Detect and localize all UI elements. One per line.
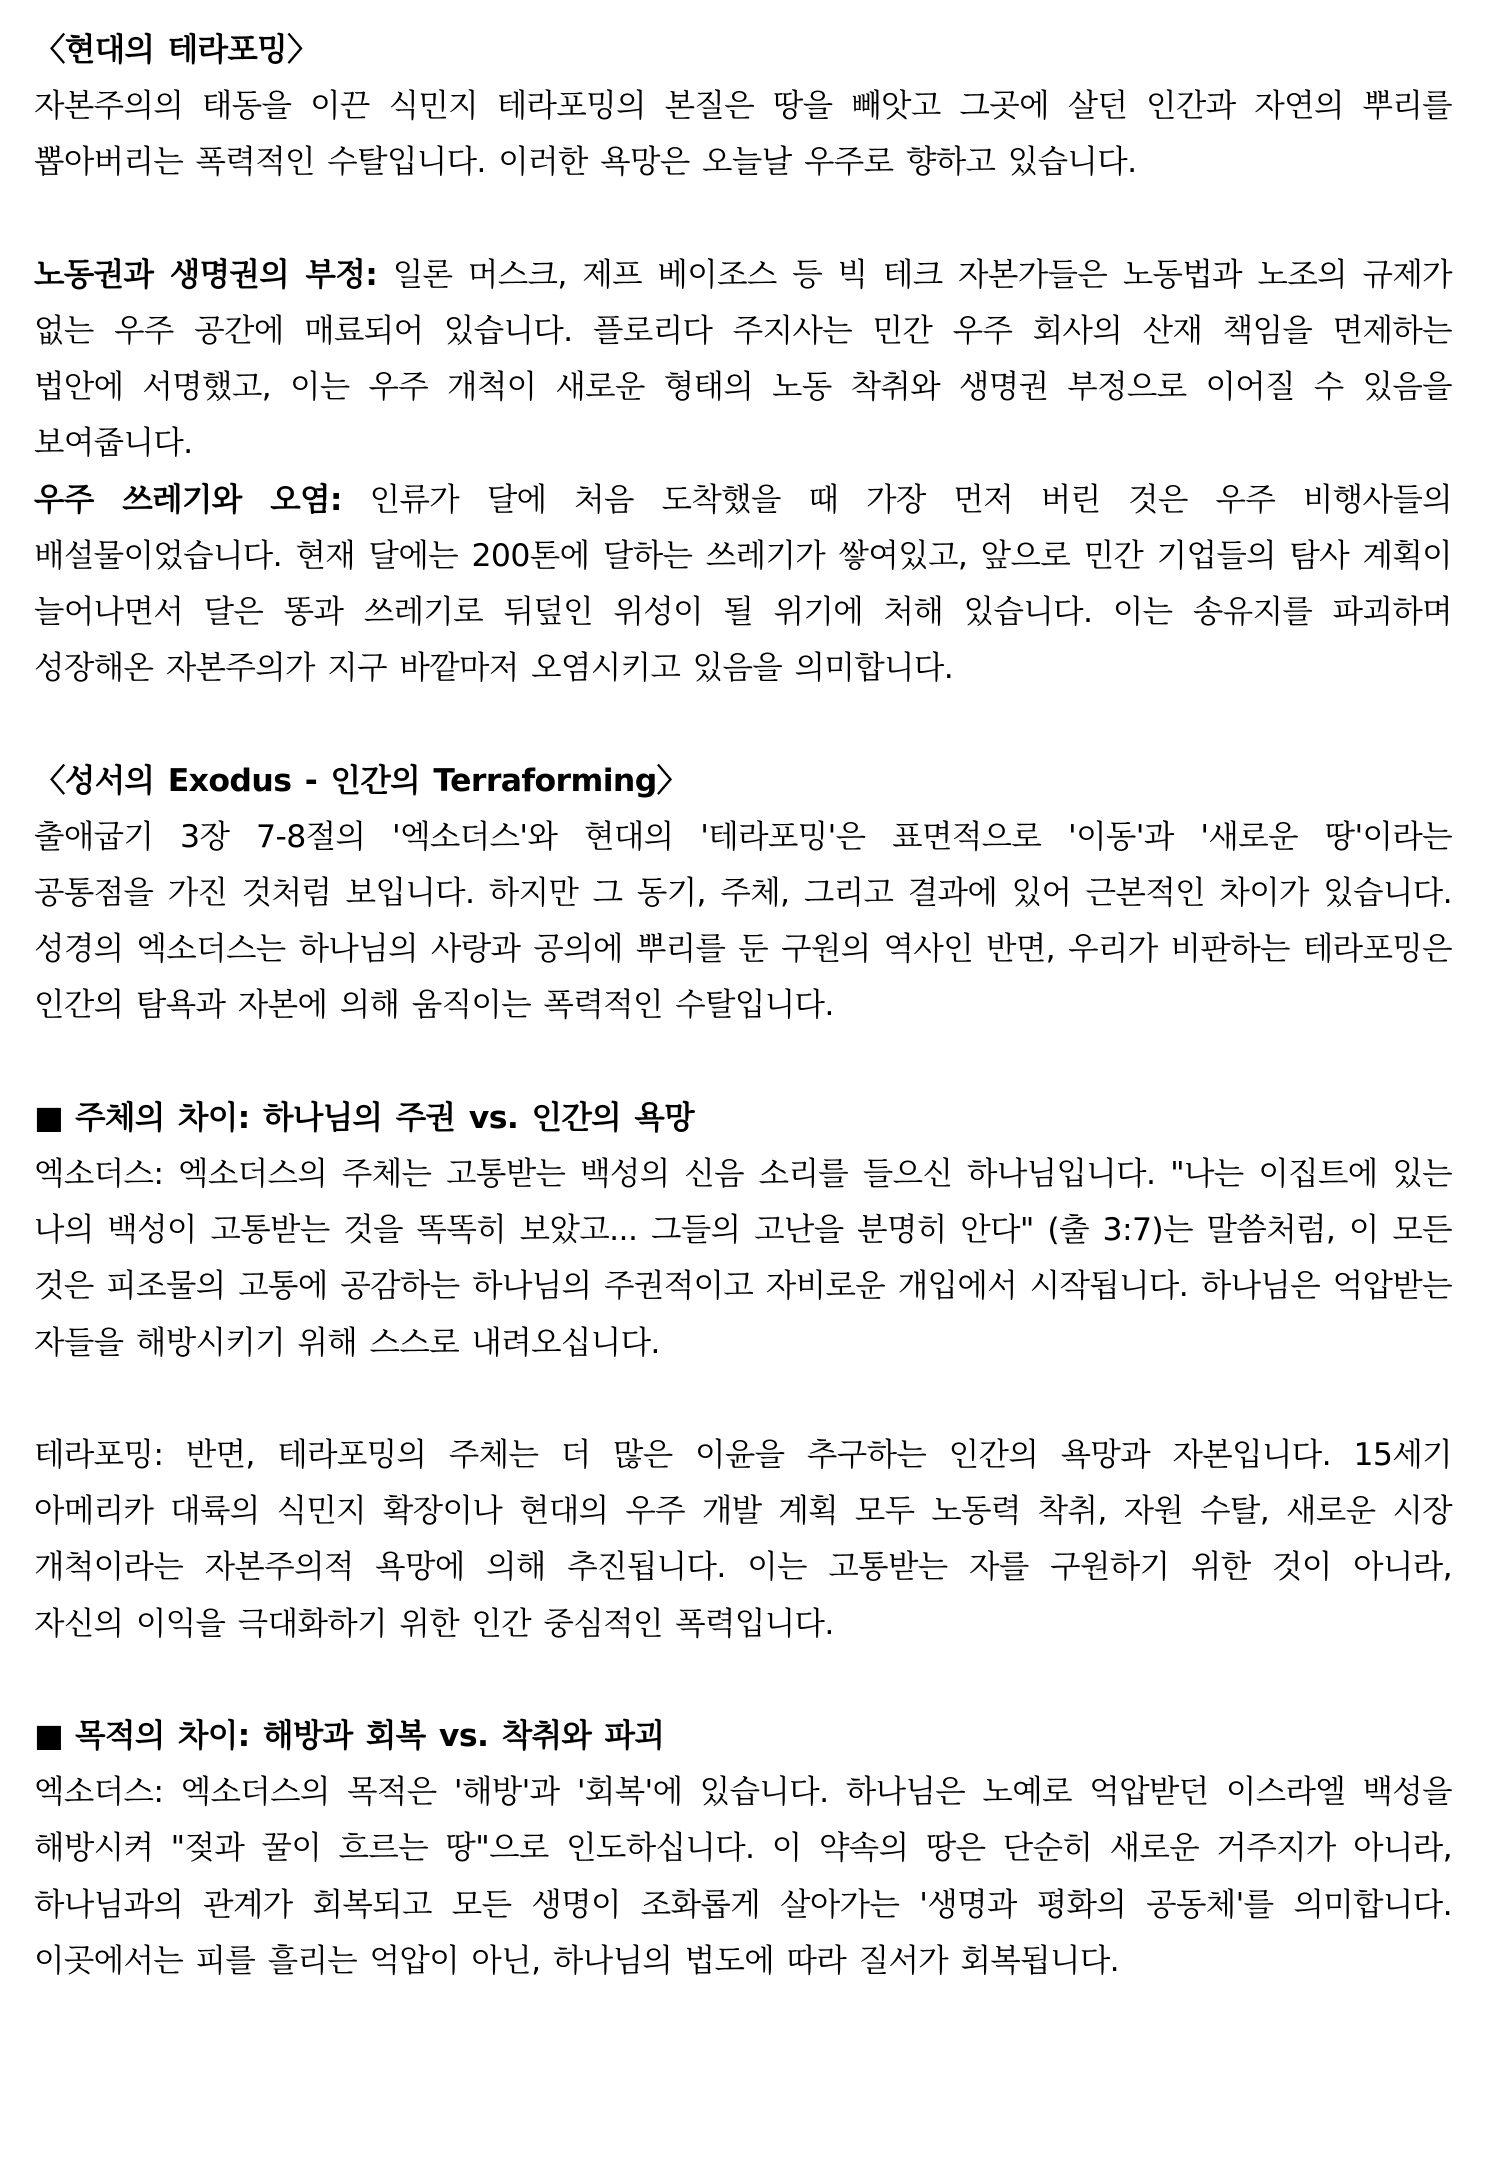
spacer (34, 191, 1452, 247)
document-page (34, 22, 1452, 1989)
paragraph-purpose-exodus: 엑소더스: 엑소더스의 목적은 '해방'과 '회복'에 있습니다. 하나님은 노예로 억압받던 이스라엘 백성을 해방시켜 "젖과 꿀이 흐르는 땅"으로 인도하십니다. 이 약속의 땅은 단순히 새로운 거주지가 아니라, 하나님과의 관계가 회복되고 모든 생명이 조화롭게 살아가는 '생명과 평화의 공동체'를 의미합니다. 이곳에서는 피를 흘리는 억압이 아닌, 하나님의 법도에 따라 질서가 회복됩니다. (34, 1774, 1452, 1979)
paragraph-labor-rights (34, 247, 1452, 472)
black-square-icon: ■ (34, 1099, 64, 1136)
spacer (34, 1034, 1452, 1090)
intro-paragraph-exodus: 출애굽기 3장 7-8절의 '엑소더스'와 현대의 '테라포밍'은 표면적으로 '이동'과 '새로운 땅'이라는 공통점을 가진 것처럼 보입니다. 하지만 그 동기, 주체, 그리고 결과에 있어 근본적인 차이가 있습니다. 성경의 엑소더스는 하나님의 사랑과 공의에 뿌리를 둔 구원의 역사인 반면, 우리가 비판하는 테라포밍은 인간의 탐욕과 자본에 의해 움직이는 폭력적인 수탈입니다. (34, 818, 1452, 1024)
paragraph-lead-waste: 우주 쓰레기와 오염: (34, 481, 342, 518)
spacer (34, 1371, 1452, 1427)
paragraph-subject-exodus: 엑소더스: 엑소더스의 주체는 고통받는 백성의 신음 소리를 들으신 하나님입니다. "나는 이집트에 있는 나의 백성이 고통받는 것을 똑똑히 보았고... 그들의 고난을 분명히 안다" (출 3:7)는 말씀처럼, 이 모든 것은 피조물의 고통에 공감하는 하나님의 주권적이고 자비로운 개입에서 시작됩니다. 하나님은 억압받는 자들을 해방시키기 위해 스스로 내려오십니다. (34, 1156, 1452, 1361)
section-title-exodus-terraforming: 〈성서의 Exodus - 인간의 Terraforming〉 (34, 762, 688, 799)
subheading-purpose-text: 목적의 차이: 해방과 회복 vs. 착취와 파괴 (75, 1718, 665, 1755)
section-title-modern-terraforming: 〈현대의 테라포밍〉 (34, 32, 318, 68)
paragraph-subject-terraforming: 테라포밍: 반면, 테라포밍의 주체는 더 많은 이윤을 추구하는 인간의 욕망과 자본입니다. 15세기 아메리카 대륙의 식민지 확장이나 현대의 우주 개발 계획 모두 노동력 착취, 자원 수탈, 새로운 시장 개척이라는 자본주의적 욕망에 의해 추진됩니다. 이는 고통받는 자를 구원하기 위한 것이 아니라, 자신의 이익을 극대화하기 위한 인간 중심적인 폭력입니다. (34, 1437, 1452, 1642)
paragraph-space-waste (34, 472, 1452, 697)
paragraph-body-labor: 일론 머스크, 제프 베이조스 등 빅 테크 자본가들은 노동법과 노조의 규제가 없는 우주 공간에 매료되어 있습니다. 플로리다 주지사는 민간 우주 회사의 산재 책임을 면제하는 법안에 서명했고, 이는 우주 개척이 새로운 형태의 노동 착취와 생명권 부정으로 이어질 수 있음을 보여줍니다. (34, 256, 1452, 462)
spacer (34, 696, 1452, 752)
subheading-subject-difference (34, 1090, 1452, 1146)
subheading-purpose-difference (34, 1708, 1452, 1764)
subheading-subject-text: 주체의 차이: 하나님의 주권 vs. 인간의 욕망 (75, 1099, 695, 1136)
paragraph-body-waste: 인류가 달에 처음 도착했을 때 가장 먼저 버린 것은 우주 비행사들의 배설물이었습니다. 현재 달에는 200톤에 달하는 쓰레기가 쌓여있고, 앞으로 민간 기업들의 탐사 계획이 늘어나면서 달은 똥과 쓰레기로 뒤덮인 위성이 될 위기에 처해 있습니다. 이는 송유지를 파괴하며 성장해온 자본주의가 지구 바깥마저 오염시키고 있음을 의미합니다. (34, 481, 1452, 687)
black-square-icon: ■ (34, 1718, 64, 1755)
spacer (34, 1652, 1452, 1708)
intro-paragraph-modern: 자본주의의 태동을 이끈 식민지 테라포밍의 본질은 땅을 빼앗고 그곳에 살던 인간과 자연의 뿌리를 뽑아버리는 폭력적인 수탈입니다. 이러한 욕망은 오늘날 우주로 향하고 있습니다. (34, 88, 1452, 181)
paragraph-lead-labor: 노동권과 생명권의 부정: (34, 256, 378, 293)
